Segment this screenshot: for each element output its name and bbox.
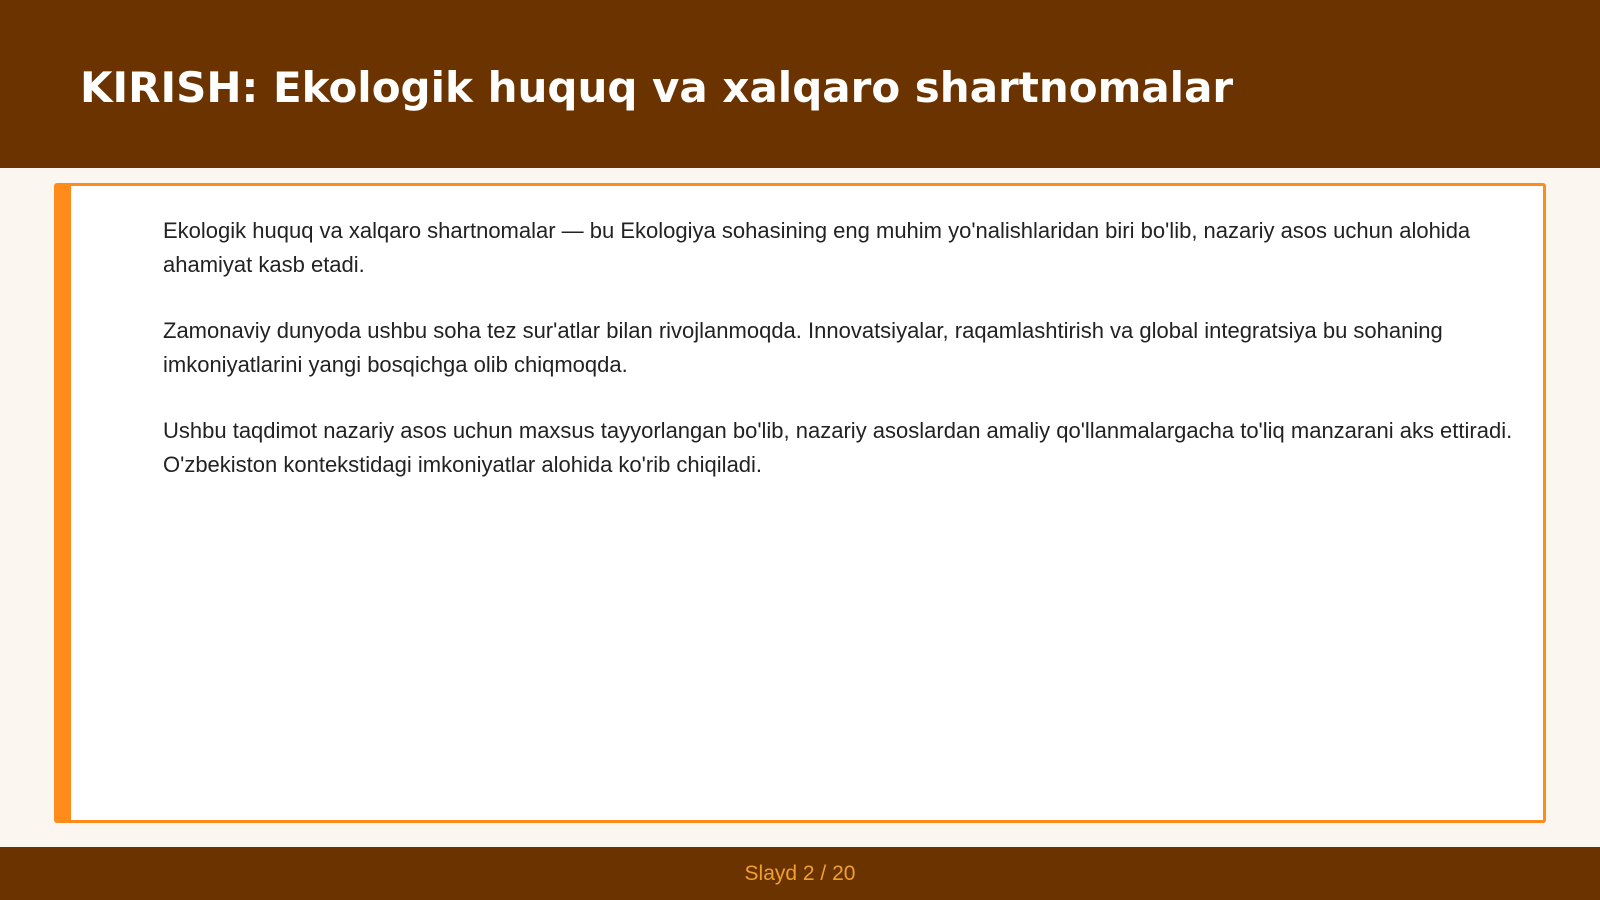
slide-title: KIRISH: Ekologik huquq va xalqaro shartnomalar [80, 63, 1234, 112]
slide-footer [0, 847, 1600, 900]
paragraph-intro: Ekologik huquq va xalqaro shartnomalar — bu Ekologiya sohasining eng muhim yo'nalishlaridan biri bo'lib, nazariy asos uchun alohida ahamiyat kasb etadi. [163, 218, 1471, 277]
paragraph-presentation-purpose: Ushbu taqdimot nazariy asos uchun maxsus tayyorlangan bo'lib, nazariy asoslardan amaliy qo'llanmalargacha to'liq manzarani aks ettiradi. O'zbekiston kontekstidagi imkoniyatlar alohida ko'rib chiqiladi. [163, 418, 1513, 477]
content-card [54, 183, 1546, 823]
slide-header [0, 0, 1600, 168]
paragraph-modern-world: Zamonaviy dunyoda ushbu soha tez sur'atlar bilan rivojlanmoqda. Innovatsiyalar, raqamlashtirish va global integratsiya bu sohaning imkoniyatlarini yangi bosqichga olib chiqmoqda. [163, 318, 1443, 377]
content-body [163, 214, 1533, 514]
slide-number: Slayd 2 / 20 [744, 862, 856, 885]
